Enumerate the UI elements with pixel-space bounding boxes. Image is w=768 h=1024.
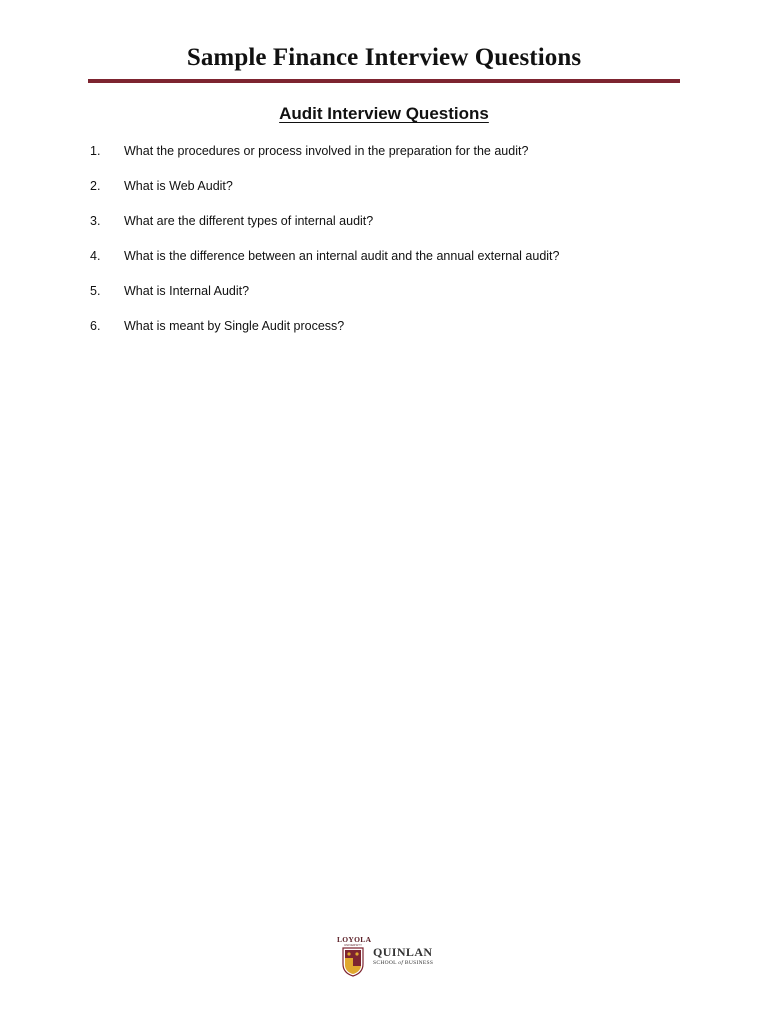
brand-name: QUINLAN [373,945,433,959]
title-divider [88,79,680,83]
question-item [90,178,690,213]
section-heading: Audit Interview Questions [279,104,489,123]
question-text: What is meant by Single Audit process? [124,319,345,333]
question-item [90,318,690,353]
question-item [90,143,690,178]
crest-wordmark: LOYOLA [337,935,372,944]
brand-sub-prefix: SCHOOL [373,960,399,966]
brand-sub-of: of [398,960,404,966]
question-text: What is the difference between an internal audit and the annual external audit? [124,249,560,263]
document-title: Sample Finance Interview Questions [186,44,582,71]
shield-icon [342,947,364,977]
question-number: 3. [90,214,101,228]
question-number: 6. [90,319,101,333]
question-list [90,143,690,353]
question-text: What is Web Audit? [124,179,233,193]
crest-subtext: UNIVERSITY [343,943,362,947]
question-text: What are the different types of internal audit? [124,214,374,228]
brand-subtitle [373,960,433,966]
question-text: What is Internal Audit? [124,284,250,298]
brand-sub-suffix: BUSINESS [403,960,434,966]
question-item [90,248,690,283]
question-number: 2. [90,179,101,193]
question-item [90,213,690,248]
question-number: 5. [90,284,101,298]
quinlan-school-logo [337,935,437,979]
loyola-crest-icon [337,935,372,979]
question-number: 4. [90,249,101,263]
question-text: What the procedures or process involved in the preparation for the audit? [124,144,529,158]
question-item [90,283,690,318]
question-number: 1. [90,144,101,158]
